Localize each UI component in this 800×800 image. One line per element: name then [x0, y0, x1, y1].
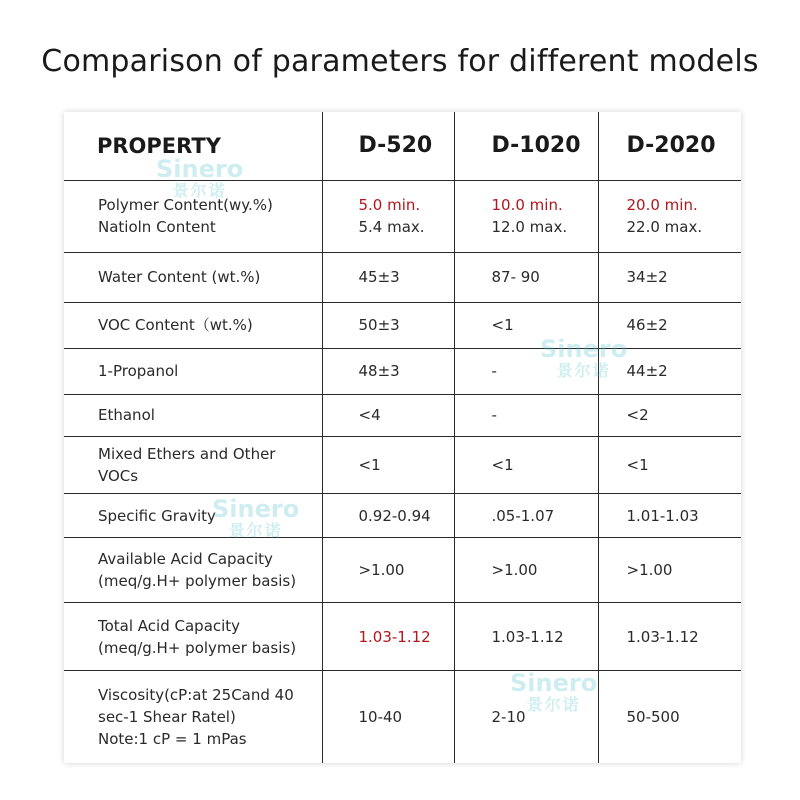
value-cell-d2020: [598, 671, 741, 763]
value-cell-d1020: [454, 302, 598, 348]
value-text: 2-10: [491, 708, 526, 727]
property-label: VOCs: [98, 466, 139, 485]
value-cell-d1020: [454, 252, 598, 302]
value-text: <4: [358, 406, 381, 425]
property-label: (meq/g.H+ polymer basis): [98, 572, 297, 591]
value-cell-d2020: [598, 302, 741, 348]
value-text: 45±3: [358, 268, 400, 287]
value-text: 22.0 max.: [626, 218, 703, 237]
value-cell-d1020: [454, 180, 598, 252]
watermark-logo: Sinero 景尔诺: [540, 335, 628, 380]
value-text: 5.4 max.: [358, 218, 425, 237]
table-row: [64, 180, 741, 252]
value-text: 12.0 max.: [491, 218, 568, 237]
property-cell: [64, 603, 322, 671]
value-cell-d2020: [598, 252, 741, 302]
property-label: Natioln Content: [98, 218, 216, 237]
table-row: [64, 671, 741, 763]
property-cell: [64, 494, 322, 538]
comparison-table-card: [64, 112, 741, 763]
property-label: Water Content (wt.%): [98, 268, 261, 287]
value-cell-d520: [322, 394, 454, 436]
value-cell-d2020: [598, 494, 741, 538]
value-text: 48±3: [358, 362, 400, 381]
value-cell-d2020: [598, 538, 741, 603]
property-cell: [64, 436, 322, 493]
property-label: Note:1 cP = 1 mPas: [98, 730, 247, 749]
property-label: Viscosity(cP:at 25Cand 40: [98, 686, 294, 705]
value-cell-d520: [322, 348, 454, 394]
page-title: Comparison of parameters for different models: [41, 44, 759, 79]
table-row: [64, 603, 741, 671]
value-cell-d2020: [598, 436, 741, 493]
header-model-d1020: D-1020: [454, 112, 598, 180]
property-cell: [64, 671, 322, 763]
table-row: [64, 302, 741, 348]
property-label: VOC Content（wt.%): [98, 316, 253, 335]
header-model-d2020: D-2020: [598, 112, 741, 180]
watermark-logo: Sinero 景尔诺: [510, 669, 598, 714]
value-text: <1: [358, 455, 381, 474]
value-text: 87- 90: [491, 268, 540, 287]
watermark-logo: Sinero 景尔诺: [212, 495, 300, 540]
value-text: 10.0 min.: [491, 196, 563, 215]
comparison-table: [64, 112, 741, 763]
value-text: 20.0 min.: [626, 196, 698, 215]
property-cell: [64, 538, 322, 603]
value-text: -: [491, 406, 497, 425]
value-cell-d1020: [454, 394, 598, 436]
table-row: [64, 538, 741, 603]
value-text: 44±2: [626, 362, 668, 381]
value-cell-d1020: [454, 494, 598, 538]
value-cell-d520: [322, 603, 454, 671]
value-cell-d2020: [598, 603, 741, 671]
value-text: 0.92-0.94: [358, 506, 431, 525]
value-cell-d1020: [454, 436, 598, 493]
property-label: Specific Gravity: [98, 506, 216, 525]
value-text: 5.0 min.: [358, 196, 421, 215]
property-cell: [64, 252, 322, 302]
value-cell-d520: [322, 494, 454, 538]
value-cell-d1020: [454, 671, 598, 763]
property-label: sec-1 Shear Ratel): [98, 708, 236, 727]
value-text: 1.03-1.12: [358, 627, 431, 646]
value-cell-d520: [322, 180, 454, 252]
watermark-logo: Sinero 景尔诺: [156, 155, 244, 200]
value-cell-d1020: [454, 348, 598, 394]
value-text: >1.00: [491, 561, 538, 580]
value-text: <2: [626, 406, 649, 425]
value-text: <1: [491, 455, 514, 474]
value-cell-d520: [322, 252, 454, 302]
header-model-d520: D-520: [322, 112, 454, 180]
value-text: 50±3: [358, 316, 400, 335]
property-cell: [64, 348, 322, 394]
value-cell-d520: [322, 538, 454, 603]
value-text: 1.03-1.12: [491, 627, 564, 646]
property-cell: [64, 394, 322, 436]
value-cell-d2020: [598, 180, 741, 252]
table-row: [64, 436, 741, 493]
table-row: [64, 494, 741, 538]
value-cell-d520: [322, 671, 454, 763]
value-cell-d1020: [454, 603, 598, 671]
value-text: >1.00: [358, 561, 405, 580]
value-text: 1.03-1.12: [626, 627, 699, 646]
value-text: <1: [491, 316, 514, 335]
property-label: Total Acid Capacity: [98, 616, 241, 635]
property-label: Mixed Ethers and Other: [98, 444, 276, 463]
value-text: 46±2: [626, 316, 668, 335]
table-row: [64, 348, 741, 394]
value-text: -: [491, 362, 497, 381]
table-header-row: [64, 112, 741, 180]
value-cell-d2020: [598, 394, 741, 436]
header-property: PROPERTY: [64, 112, 322, 180]
value-cell-d520: [322, 302, 454, 348]
value-cell-d520: [322, 436, 454, 493]
property-label: (meq/g.H+ polymer basis): [98, 638, 297, 657]
value-text: 34±2: [626, 268, 668, 287]
property-label: Available Acid Capacity: [98, 550, 273, 569]
value-text: 50-500: [626, 708, 680, 727]
value-text: <1: [626, 455, 649, 474]
table-row: [64, 252, 741, 302]
property-label: Polymer Content(wy.%): [98, 196, 273, 215]
property-cell: [64, 302, 322, 348]
value-text: .05-1.07: [491, 506, 555, 525]
property-label: 1-Propanol: [98, 362, 179, 381]
property-label: Ethanol: [98, 406, 155, 425]
value-text: >1.00: [626, 561, 673, 580]
value-text: 10-40: [358, 708, 403, 727]
value-text: 1.01-1.03: [626, 506, 699, 525]
value-cell-d2020: [598, 348, 741, 394]
value-cell-d1020: [454, 538, 598, 603]
table-row: [64, 394, 741, 436]
property-cell: [64, 180, 322, 252]
